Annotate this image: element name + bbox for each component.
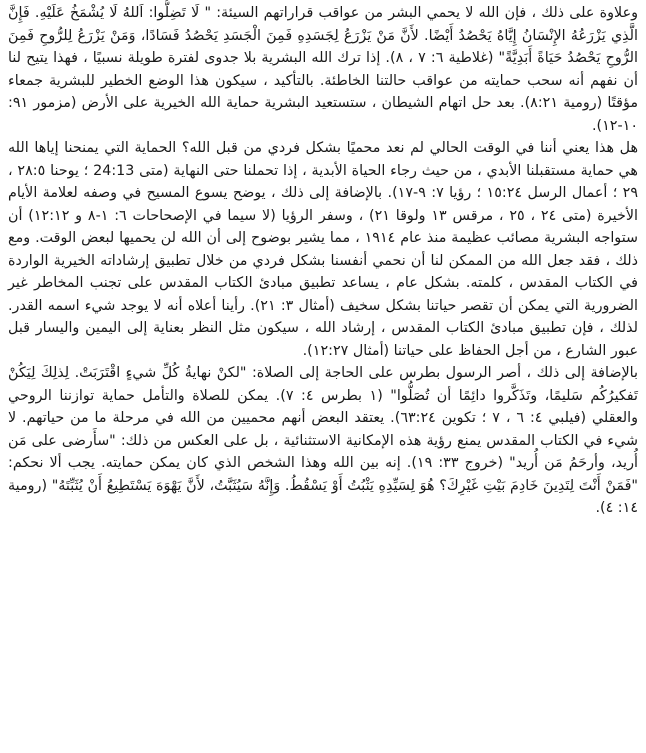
paragraph: بالإضافة إلى ذلك ، أصر الرسول بطرس على الحاجة إلى الصلاة: "لكنْ نهايةُ كُلِّ شيءٍ اقْتَرَبَتْ. لِذلِكَ لِيَكُنْ تَفكيرُكُم سَليمًا، وتَذَكَّروا دائِمًا أن تُصَلُّوا" (١ بطرس ٤: ٧). يمكن للصلاة والتأمل حماية توازننا الروحي والعقلي (فيلبي ٤: ٦ ، ٧ ؛ تكوين ٦٣:٢٤). يعتقد البعض أنهم محميين من الله في مرحلة ما من حياتهم. لا شيء في الكتاب المقدس يمنع رؤية هذه الإمكانية الاستثنائية ، بل على العكس من ذلك: "سأَرضى على مَن أُريد، وأرحَمُ مَن أُريد" (خروج ٣٣: ١٩). إنه بين الله وهذا الشخص الذي كان يمكن حمايته. يجب ألا نحكم: "فَمَنْ أَنْتَ لِتَدِينَ خَادِمَ بَيْتِ غَيْرِكَ؟ هُوَ لِسَيِّدِهِ يَثْبُتُ أَوْ يَسْقُطُ. وَإِنَّهُ سَيُثَبَّتُ، لأَنَّ يَهْوَهَ يَسْتَطِيعُ أَنْ يُثَبِّتَهُ" (رومية ١٤: ٤). bbox=[8, 365, 638, 516]
paragraph: هل هذا يعني أننا في الوقت الحالي لم نعد محميًا بشكل فردي من قبل الله؟ الحماية التي يمنحنا إياها الله هي حماية مستقبلنا الأبدي ، من حيث رجاء الحياة الأبدية ، إذا تحملنا حتى النهاية (متى 24:13 ؛ يوحنا ٢٨:٥ ، ٢٩ ؛ أعمال الرسل ١٥:٢٤ ؛ رؤيا ٧: ٩-١٧). بالإضافة إلى ذلك ، يوضح يسوع المسيح في وصفه لعلامة الأيام الأخيرة (متى ٢٤ ، ٢٥ ، مرقس ١٣ ولوقا ٢١) ، وسفر الرؤيا (لا سيما في الإصحاحات ٦: ١-٨ و ١٢:١٢) أن ستواجه البشرية مصائب عظيمة منذ عام ١٩١٤ ، مما يشير بوضوح إلى أن الله لن يحميها لبعض الوقت. ومع ذلك ، فقد جعل الله من الممكن لنا أن نحمي أنفسنا بشكل فردي من خلال تطبيق إرشاداته الخيرية الواردة في الكتاب المقدس ، كلمته. بشكل عام ، يساعد تطبيق مبادئ الكتاب المقدس على تجنب المخاطر غير الضرورية التي يمكن أن تقصر حياتنا بشكل سخيف (أمثال ٣: ٢١). رأينا أعلاه أنه لا يوجد شيء اسمه القدر. لذلك ، فإن تطبيق مبادئ الكتاب المقدس ، إرشاد الله ، سيكون مثل النظر بعناية إلى اليمين واليسار قبل عبور الشارع ، من أجل الحفاظ على حياتنا (أمثال ١٢:٢٧). bbox=[8, 140, 638, 359]
paragraph: وعلاوة على ذلك ، فإن الله لا يحمي البشر من عواقب قراراتهم السيئة: " لَا تَضِلُّوا: اَللهُ لَا يُشْمَخُ عَلَيْهِ. فَإِنَّ الَّذِي يَزْرَعُهُ الإِنْسَانُ إِيَّاهُ يَحْصُدُ أَيْضًا. لأَنَّ مَنْ يَزْرَعُ لِجَسَدِهِ فَمِنَ الْجَسَدِ يَحْصُدُ فَسَادًا، وَمَنْ يَزْرَعُ لِلرُّوحِ فَمِنَ الرُّوحِ يَحْصُدُ حَيَاةً أَبَدِيَّةً" (غلاطية ٦: ٧ ، ٨). إذا ترك الله البشرية بلا جدوى لفترة طويلة نسبيًا ، فهذا يتيح لنا أن نفهم أنه سحب حمايته من عواقب حالتنا الخاطئة. بالتأكيد ، سيكون هذا الوضع الخطير للبشرية جمعاء مؤقتًا (رومية ٨:٢١). بعد حل اتهام الشيطان ، ستستعيد البشرية حماية الله الخيرية على الأرض (مزمور ٩١: ١٠-١٢). bbox=[8, 5, 638, 134]
